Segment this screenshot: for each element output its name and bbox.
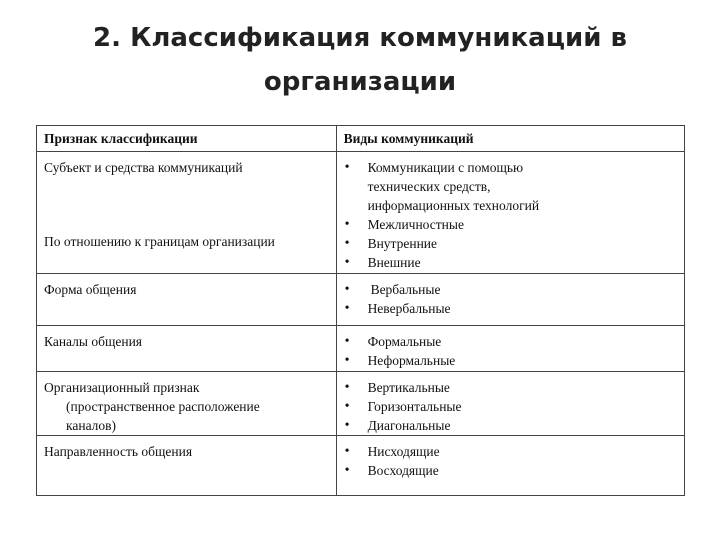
classification-table <box>36 125 685 496</box>
types-cell <box>336 326 684 372</box>
criteria-cell <box>37 326 337 372</box>
list-item: • Горизонтальные <box>344 397 678 416</box>
list-item: • Вертикальные <box>344 378 678 397</box>
list-item: • Внешние <box>344 253 678 272</box>
types-list <box>344 332 678 370</box>
types-cell <box>336 436 684 496</box>
title-line-2: организации <box>263 67 457 97</box>
slide-title <box>0 16 720 104</box>
criteria-text: Субъект и средства коммуникаций <box>44 160 243 175</box>
criteria-text: каналов) <box>66 418 117 433</box>
types-list <box>344 378 678 435</box>
table-row <box>37 274 685 326</box>
table-row <box>37 326 685 372</box>
criteria-text: Направленность общения <box>44 444 193 459</box>
types-cell <box>336 152 684 274</box>
criteria-cell <box>37 436 337 496</box>
list-item: • Межличностные <box>344 215 678 234</box>
types-cell <box>336 372 684 436</box>
list-item: • Коммуникации с помощью технических средств, информационных технологий <box>344 158 678 215</box>
header-criteria: Признак классификации <box>37 126 337 152</box>
list-item: • Формальные <box>344 332 678 351</box>
criteria-cell <box>37 274 337 326</box>
table-row <box>37 372 685 436</box>
header-types: Виды коммуникаций <box>336 126 684 152</box>
types-list <box>344 280 678 318</box>
criteria-text: По отношению к границам организации <box>44 234 275 249</box>
table-row <box>37 152 685 274</box>
table-header-row <box>37 126 685 152</box>
list-item: • Внутренние <box>344 234 678 253</box>
list-item: • Диагональные <box>344 416 678 435</box>
criteria-text: (пространственное расположение <box>66 399 260 414</box>
list-item: • Вербальные <box>344 280 678 299</box>
list-item: • Невербальные <box>344 299 678 318</box>
criteria-cell <box>37 372 337 436</box>
criteria-text: Каналы общения <box>44 334 143 349</box>
list-item: • Нисходящие <box>344 442 678 461</box>
types-list <box>344 158 678 272</box>
types-list <box>344 442 678 480</box>
criteria-cell <box>37 152 337 274</box>
title-line-1: 2. Классификация коммуникаций в <box>93 23 627 53</box>
list-item: • Неформальные <box>344 351 678 370</box>
criteria-text: Форма общения <box>44 282 137 297</box>
table-row <box>37 436 685 496</box>
list-item: • Восходящие <box>344 461 678 480</box>
criteria-text: Организационный признак <box>44 380 200 395</box>
types-cell <box>336 274 684 326</box>
